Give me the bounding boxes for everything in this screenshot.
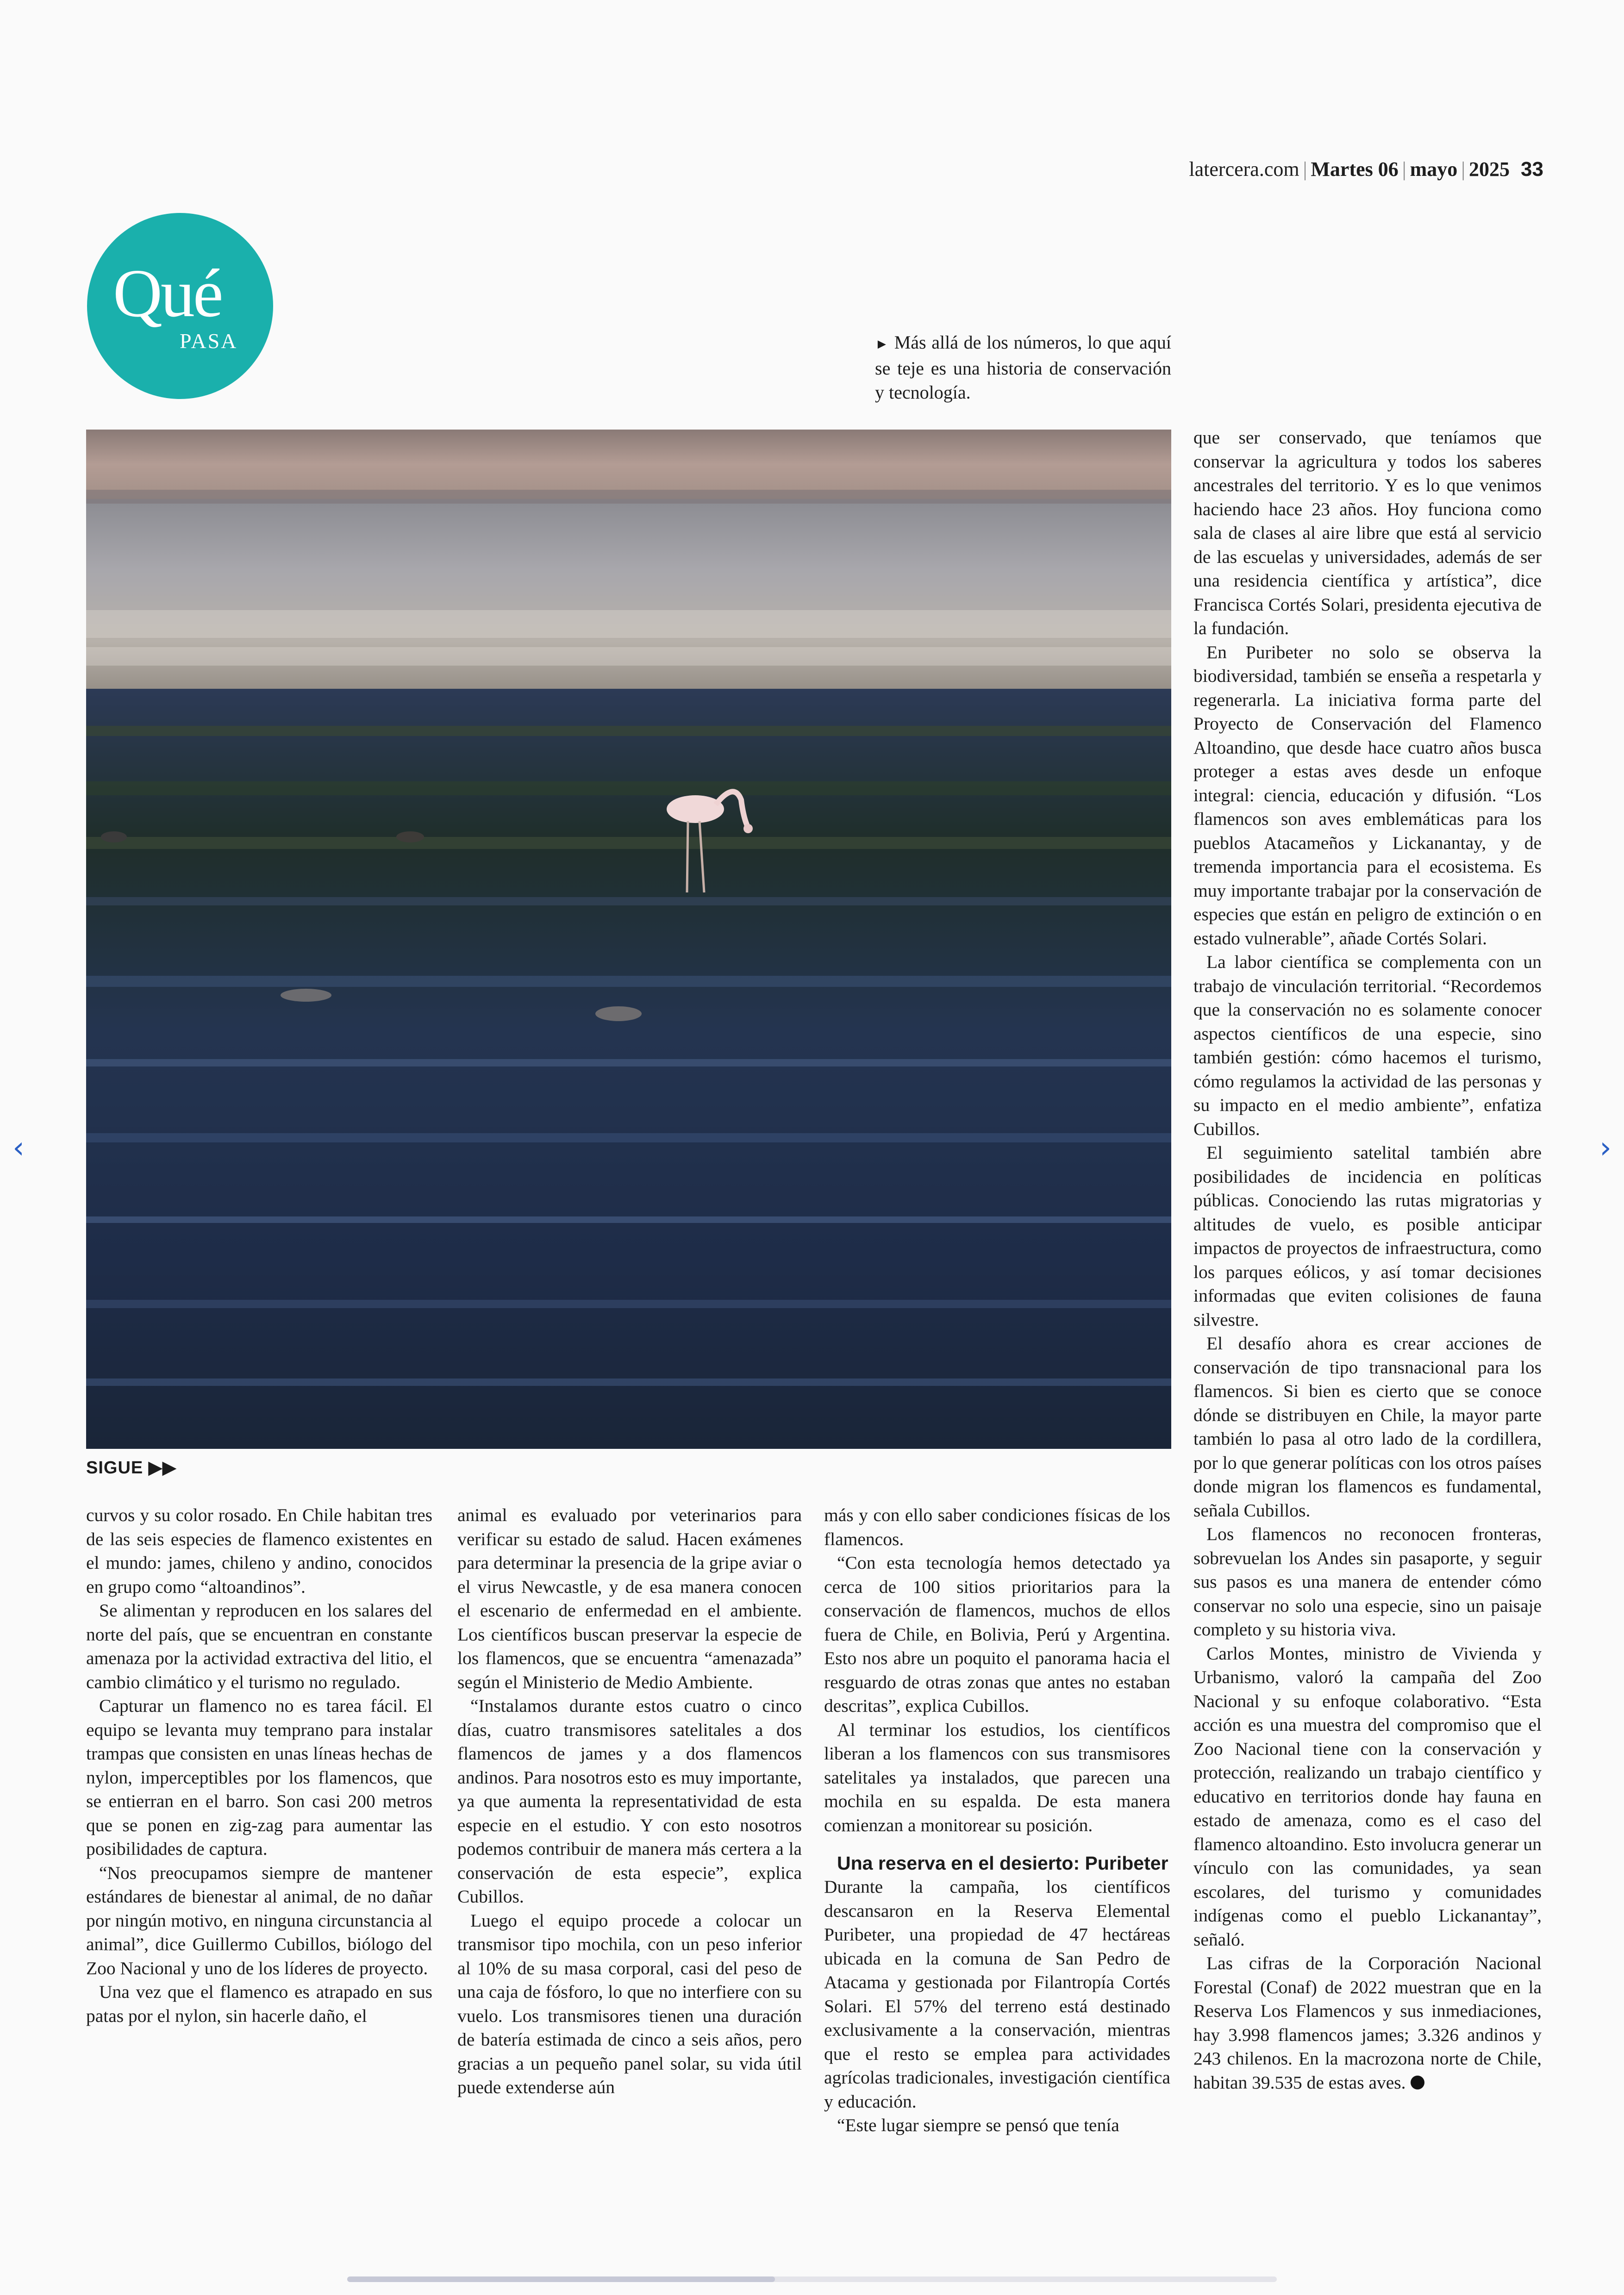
paragraph: La labor científica se complementa con un trabajo de vinculación territorial. “Recordemos que la conservación no es solamente conocer aspectos científicos de una especie, sino también gestión: cómo hacemos el turismo, cómo regulamos la actividad de las personas y su impacto en el medio ambiente”, enfatiza Cubillos. xyxy=(1193,952,1542,1139)
paragraph: animal es evaluado por veterinarios para verificar su estado de salud. Hacen exámenes para determinar la presencia de la gripe aviar o el virus Newcastle, y de esa manera conocen el escenario de enfermedad en el ambiente. Los científicos buscan preservar la especie de los flamencos, que se encuentra “amenazada” según el Ministerio de Medio Ambiente. xyxy=(457,1505,802,1692)
article-column-3 xyxy=(824,1503,1170,2138)
paragraph: Se alimentan y reproducen en los salares del norte del país, que se encuentran en constante amenaza por la actividad extractiva del litio, el cambio climático y el turismo no regulado. xyxy=(86,1600,432,1692)
paragraph: “Con esta tecnología hemos detectado ya cerca de 100 sitios prioritarios para la conservación de flamencos, muchos de ellos fuera de Chile, en Bolivia, Perú y Argentina. Esto nos abre un poquito el panorama hacia el resguardo de otras zonas que antes no estaban descritas”, explica Cubillos. xyxy=(824,1553,1170,1716)
logo-word-que: Qué xyxy=(113,256,222,331)
paragraph: “Instalamos durante estos cuatro o cinco días, cuatro transmisores satelitales a dos flamencos de james y a dos flamencos andinos. Para nosotros esto es muy importante, ya que aumenta la representatividad de esta especie en el estudio. Y con esto nosotros podemos contribuir de manera más certera a la conservación de esta especie”, explica Cubillos. xyxy=(457,1696,802,1907)
paragraph: más y con ello saber condiciones físicas de los flamencos. xyxy=(824,1505,1170,1549)
closing-text: Las cifras de la Corporación Nacional Forestal (Conaf) de 2022 muestran que en la Reserva Los Flamencos y sus inmediaciones, hay 3.998 flamencos james; 3.326 andinos y 243 chilenos. En la macrozona norte de Chile, habitan 39.535 de estas aves. xyxy=(1193,1953,1542,2093)
paragraph: “Este lugar siempre se pensó que tenía xyxy=(837,2115,1119,2135)
horizontal-scrollbar[interactable] xyxy=(347,2276,1277,2282)
paragraph: Durante la campaña, los científicos descansaron en la Reserva Elemental Puribeter, una propiedad de 47 hectáreas ubicada en la comuna de San Pedro de Atacama y gestionada por Filantropía Cortés Solari. El 57% del terreno está destinado exclusivamente a la conservación, mientras que el resto se emplea para actividades agrícolas tradicionales, investigación científica y educación. xyxy=(824,1877,1170,2112)
salt-flat-scene xyxy=(86,430,1171,1449)
paragraph: Al terminar los estudios, los científicos liberan a los flamencos con sus transmisores satelitales ya instalados, que parecen una mochila en su espalda. De esta manera comienzan a monitorear su posición. xyxy=(824,1719,1170,1835)
flamingo-photo xyxy=(86,430,1171,1449)
month: mayo xyxy=(1410,158,1458,181)
paragraph: Capturar un flamenco no es tarea fácil. El equipo se levanta muy temprano para instalar trampas que consisten en unas líneas hechas de nylon, imperceptibles por los flamencos, que se entierran en el barro. Son casi 200 metros que se ponen en zig-zag para aumentar las posibilidades de captura. xyxy=(86,1696,432,1859)
weekday: Martes xyxy=(1311,158,1373,181)
caption-text: Más allá de los números, lo que aquí se teje es una historia de conservación y tecnología. xyxy=(875,332,1171,403)
paragraph xyxy=(1193,1952,1542,2095)
paragraph: El seguimiento satelital también abre posibilidades de incidencia en políticas públicas. Conociendo las rutas migratorias y altitudes de vuelo, es posible anticipar impactos de proyectos de infraestructura, como los parques eólicos, y así tomar decisiones informadas que eviten colisiones de fauna silvestre. xyxy=(1193,1142,1542,1330)
day: 06 xyxy=(1378,158,1399,181)
page-header: latercera.com | Martes 06 | mayo | 2025 33 xyxy=(1189,158,1543,181)
paragraph: “Nos preocupamos siempre de mantener estándares de bienestar al animal, de no dañar por ningún motivo, en ninguna circunstancia al animal”, dice Guillermo Cubillos, biólogo del Zoo Nacional y uno de los líderes de proyecto. xyxy=(86,1862,432,1978)
year: 2025 xyxy=(1469,158,1510,181)
section-subheading: Una reserva en el desierto: Puribeter xyxy=(837,1852,1168,1874)
paragraph: El desafío ahora es crear acciones de conservación de tipo transnacional para los flamencos. Si bien es cierto que se conoce dónde se distribuyen en Chile, la mayor parte también lo pasa al otro lado de la cordillera, por lo que generar políticas con los otros países donde migran los flamencos es fundamental, señala Cubillos. xyxy=(1193,1333,1542,1521)
page-number: 33 xyxy=(1521,158,1543,181)
scrollbar-thumb[interactable] xyxy=(347,2276,775,2282)
article-column-1 xyxy=(86,1503,432,2028)
article-column-2 xyxy=(457,1503,802,2100)
paragraph: curvos y su color rosado. En Chile habitan tres de las seis especies de flamenco existentes en el mundo: james, chileno y andino, conocidos en grupo como “altoandinos”. xyxy=(86,1505,432,1597)
photo-caption xyxy=(875,331,1171,405)
site-name: latercera.com xyxy=(1189,158,1299,181)
article-column-4 xyxy=(1193,426,1542,2095)
paragraph: que ser conservado, que teníamos que conservar la agricultura y todos los saberes ancestrales del territorio. Y es lo que venimos haciendo hace 23 años. Hoy funciona como sala de clases al aire libre que está al servicio de las escuelas y universidades, además de ser una residencia científica y artística”, dice Francisca Cortés Solari, presidenta ejecutiva de la fundación. xyxy=(1193,427,1542,638)
paragraph: Carlos Montes, ministro de Vivienda y Urbanismo, valoró la campaña del Zoo Nacional y su enfoque colaborativo. “Esta acción es una muestra del compromiso que el Zoo Nacional tiene con la conservación y protección, realizando un trabajo científico y educativo en territorios donde hay fauna en estado de amenaza, como es el caso del flamenco altoandino. Esto involucra generar un vínculo con las comunidades, ya sean escolares, del turismo y comunidades indígenas como el pueblo Lickanantay”, señaló. xyxy=(1193,1643,1542,1950)
chevron-right-icon: › xyxy=(1599,1131,1612,1165)
caption-arrow-icon: ► xyxy=(875,337,889,352)
next-page-button[interactable] xyxy=(1592,1129,1619,1166)
logo-word-pasa: PASA xyxy=(180,329,238,353)
end-of-article-icon xyxy=(1411,2076,1424,2089)
previous-page-button[interactable] xyxy=(5,1129,32,1166)
que-pasa-logo xyxy=(87,213,273,399)
chevron-left-icon: ‹ xyxy=(12,1131,25,1165)
sigue-label: SIGUE ▶▶ xyxy=(86,1458,177,1478)
paragraph: Una vez que el flamenco es atrapado en sus patas por el nylon, sin hacerle daño, el xyxy=(86,1982,432,2026)
paragraph: Los flamencos no reconocen fronteras, sobrevuelan los Andes sin pasaporte, y seguir sus pasos es una manera de entender cómo conservar no solo una especie, sino un paisaje completo y su historia viva. xyxy=(1193,1524,1542,1640)
paragraph: En Puribeter no solo se observa la biodiversidad, también se enseña a respetarla y regenerarla. La iniciativa forma parte del Proyecto de Conservación del Flamenco Altoandino, que desde hace cuatro años busca proteger a estas aves desde un enfoque integral: ciencia, educación y difusión. “Los flamencos son aves emblemáticas para los pueblos Atacameños y Lickanantay, y de tremenda importancia para el ecosistema. Es muy importante trabajar por la conservación de especies que están en peligro de extinción o en estado vulnerable”, añade Cortés Solari. xyxy=(1193,642,1542,948)
paragraph: Luego el equipo procede a colocar un transmisor tipo mochila, con un peso inferior al 10% de su masa corporal, casi del peso de una caja de fósforo, lo que no interfiere con su vuelo. Los transmisores tienen una duración de batería estimada de cinco a seis años, pero gracias a un pequeño panel solar, su vida útil puede extenderse aún xyxy=(457,1910,802,2097)
